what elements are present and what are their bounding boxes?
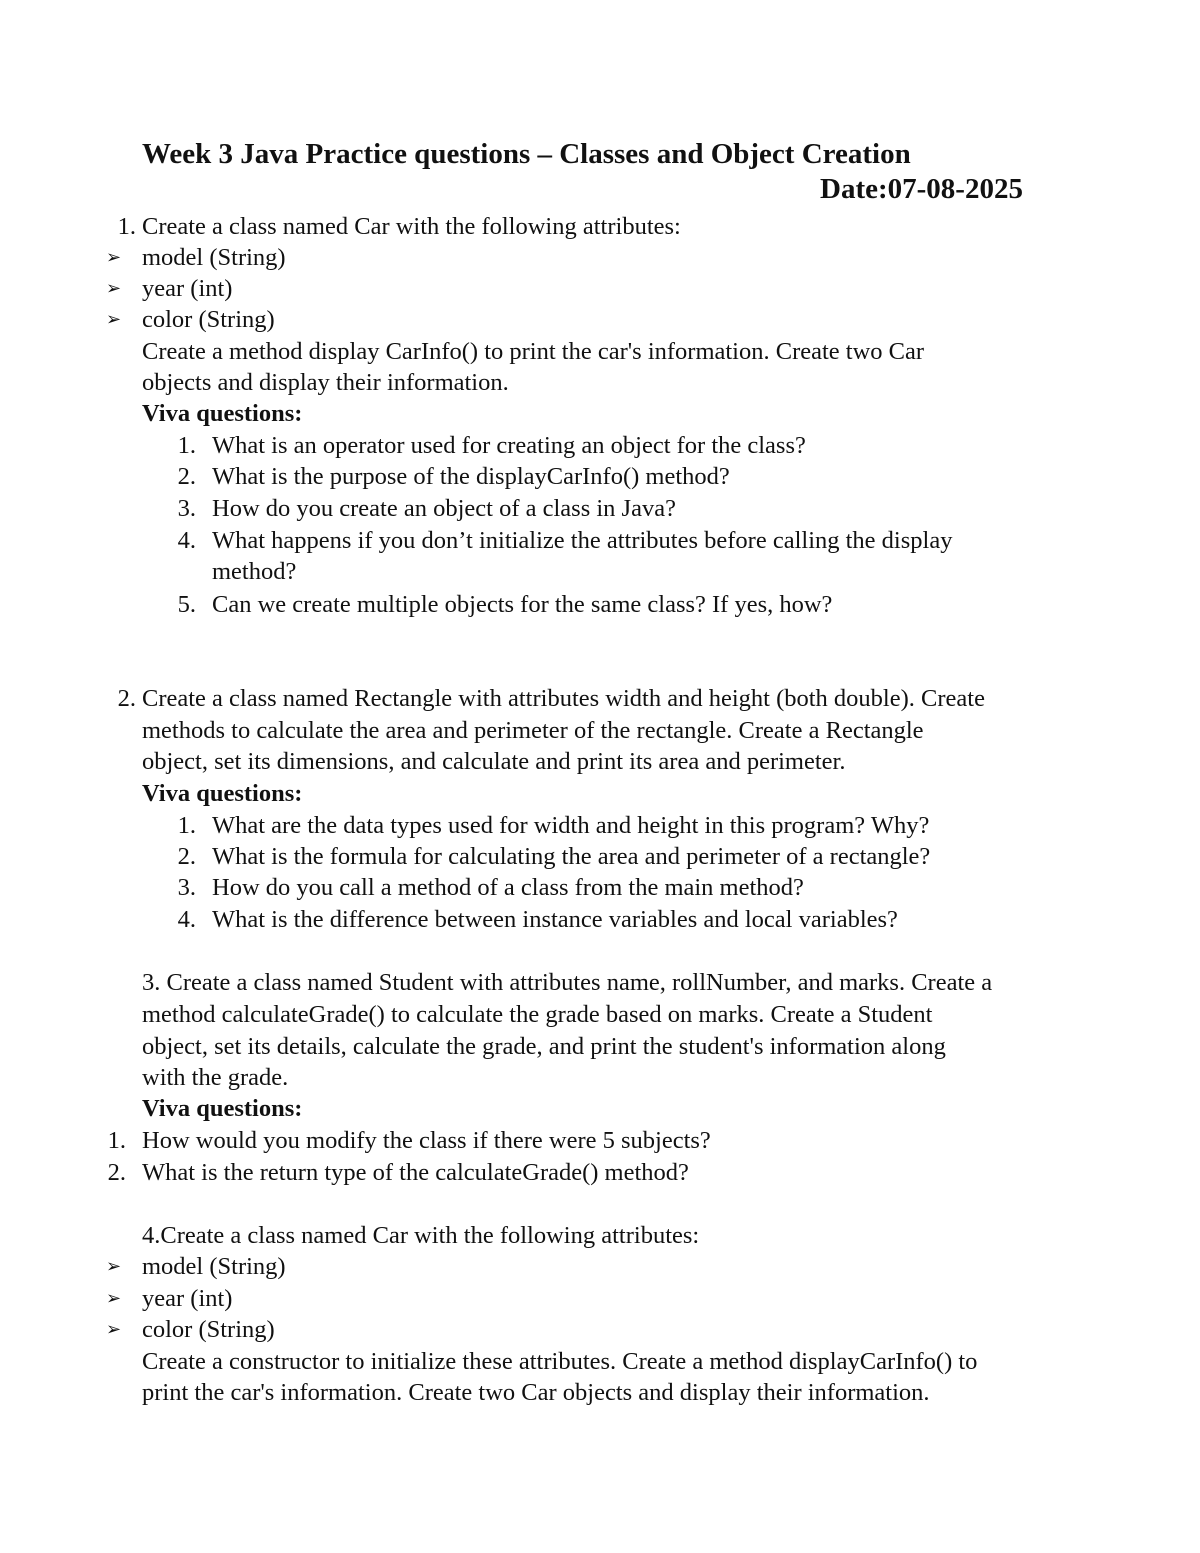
attribute-item: color (String) (142, 1316, 275, 1343)
viva-number: 2. (177, 843, 196, 870)
question-2-text: methods to calculate the area and perimeter of the rectangle. Create a Rectangle (142, 717, 924, 744)
question-4-task: Create a constructor to initialize these attributes. Create a method displayCarInfo() to (142, 1348, 978, 1375)
question-number: 1. (117, 213, 136, 240)
viva-number: 1. (107, 1127, 126, 1154)
question-1-intro: Create a class named Car with the following attributes: (142, 213, 681, 240)
viva-question: What is the formula for calculating the area and perimeter of a rectangle? (212, 843, 931, 870)
attribute-item: color (String) (142, 306, 275, 333)
viva-number: 4. (177, 906, 196, 933)
viva-number: 3. (177, 874, 196, 901)
question-number: 2. (117, 685, 136, 712)
question-3-text: method calculateGrade() to calculate the grade based on marks. Create a Student (142, 1001, 933, 1028)
viva-heading: Viva questions: (142, 780, 303, 807)
attribute-item: year (int) (142, 275, 233, 302)
question-1-task: objects and display their information. (142, 369, 509, 396)
question-4-task: print the car's information. Create two Car objects and display their information. (142, 1379, 930, 1406)
attribute-item: model (String) (142, 1253, 286, 1280)
viva-question: How do you create an object of a class in Java? (212, 495, 676, 522)
viva-question: How do you call a method of a class from the main method? (212, 874, 804, 901)
document-title: Week 3 Java Practice questions – Classes and Object Creation (142, 138, 911, 170)
question-1-task: Create a method display CarInfo() to print the car's information. Create two Car (142, 338, 925, 365)
viva-question: What happens if you don’t initialize the attributes before calling the display (212, 527, 953, 554)
viva-question: What are the data types used for width and height in this program? Why? (212, 812, 930, 839)
viva-number: 3. (177, 495, 196, 522)
question-2-text: object, set its dimensions, and calculate and print its area and perimeter. (142, 748, 846, 775)
bullet-arrow-icon: ➢ (106, 247, 122, 267)
attribute-item: model (String) (142, 244, 286, 271)
viva-number: 4. (177, 527, 196, 554)
attribute-item: year (int) (142, 1285, 233, 1312)
viva-question: What is an operator used for creating an object for the class? (212, 432, 806, 459)
viva-number: 5. (177, 591, 196, 618)
question-3-text: 3. Create a class named Student with attributes name, rollNumber, and marks. Create a (142, 969, 993, 996)
viva-heading: Viva questions: (142, 400, 303, 427)
question-3-text: with the grade. (142, 1064, 289, 1091)
viva-number: 1. (177, 432, 196, 459)
viva-question-continued: method? (212, 558, 297, 585)
viva-number: 2. (177, 463, 196, 490)
document-date: Date:07-08-2025 (820, 173, 1023, 205)
viva-heading: Viva questions: (142, 1095, 303, 1122)
question-3-text: object, set its details, calculate the grade, and print the student's information along (142, 1033, 946, 1060)
viva-question: What is the difference between instance variables and local variables? (212, 906, 898, 933)
viva-number: 2. (107, 1159, 126, 1186)
bullet-arrow-icon: ➢ (106, 1288, 122, 1308)
viva-question: What is the purpose of the displayCarInfo() method? (212, 463, 730, 490)
bullet-arrow-icon: ➢ (106, 309, 122, 329)
viva-question: How would you modify the class if there were 5 subjects? (142, 1127, 711, 1154)
viva-number: 1. (177, 812, 196, 839)
bullet-arrow-icon: ➢ (106, 1319, 122, 1339)
bullet-arrow-icon: ➢ (106, 1256, 122, 1276)
bullet-arrow-icon: ➢ (106, 278, 122, 298)
question-4-intro: 4.Create a class named Car with the following attributes: (142, 1222, 700, 1249)
viva-question: What is the return type of the calculateGrade() method? (142, 1159, 689, 1186)
viva-question: Can we create multiple objects for the same class? If yes, how? (212, 591, 833, 618)
question-2-text: Create a class named Rectangle with attributes width and height (both double). Create (142, 685, 985, 712)
